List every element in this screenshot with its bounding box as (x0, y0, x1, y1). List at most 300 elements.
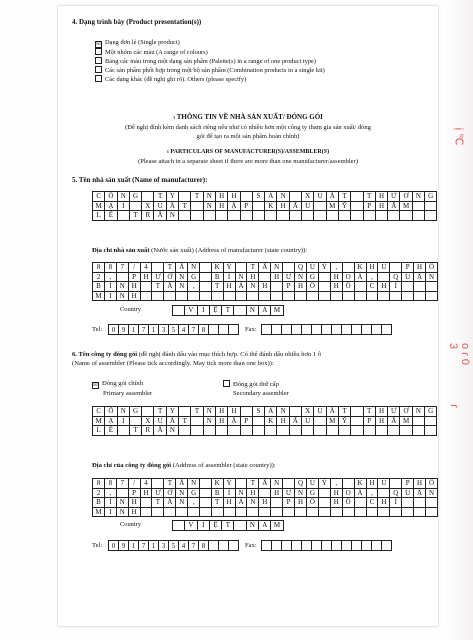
grid-cell[interactable] (289, 211, 301, 221)
grid-cell[interactable]: T (179, 201, 191, 211)
grid-cell[interactable] (247, 507, 259, 517)
grid-cell[interactable]: P (240, 416, 252, 426)
grid-cell[interactable]: 9 (119, 541, 129, 551)
grid-cell[interactable]: K (211, 263, 223, 273)
grid-cell[interactable]: Y (166, 192, 178, 202)
grid-cell[interactable]: P (402, 479, 414, 489)
grid-cell[interactable] (342, 541, 352, 551)
grid-cell[interactable] (302, 325, 312, 335)
grid-cell[interactable]: Ư (388, 192, 400, 202)
grid-cell[interactable] (426, 498, 438, 508)
grid-cell[interactable] (191, 201, 203, 211)
grid-cell[interactable]: Ỳ (223, 263, 235, 273)
grid-cell[interactable] (412, 416, 424, 426)
grid-cell[interactable] (318, 282, 330, 292)
grid-cell[interactable] (129, 201, 141, 211)
grid-cell[interactable]: , (366, 272, 378, 282)
grid-cell[interactable]: Ờ (164, 272, 176, 282)
grid-cell[interactable]: 7 (189, 541, 199, 551)
grid-cell[interactable]: N (247, 282, 259, 292)
grid-cell[interactable]: V (185, 521, 197, 531)
grid-cell[interactable]: H (247, 272, 259, 282)
grid-cell[interactable] (277, 211, 289, 221)
grid-cell[interactable]: 2 (93, 272, 105, 282)
grid-cell[interactable]: 8 (93, 479, 105, 489)
grid-cell[interactable] (271, 282, 283, 292)
grid-cell[interactable]: 4 (179, 325, 189, 335)
grid-cell[interactable]: 7 (139, 325, 149, 335)
grid-cell[interactable]: 1 (129, 541, 139, 551)
grid-cell[interactable] (265, 211, 277, 221)
grid-cell[interactable] (179, 426, 191, 436)
grid-cell[interactable] (351, 211, 363, 221)
grid-cell[interactable]: Ờ (164, 488, 176, 498)
grid-cell[interactable]: Ố (306, 282, 318, 292)
grid-cell[interactable]: Ệ (209, 306, 221, 316)
grid-cell[interactable] (116, 272, 128, 282)
grid-cell[interactable]: N (277, 192, 289, 202)
grid-cell[interactable] (152, 291, 164, 301)
grid-cell[interactable] (215, 211, 227, 221)
grid-cell[interactable]: M (400, 201, 412, 211)
grid-cell[interactable] (354, 282, 366, 292)
grid-cell[interactable] (228, 426, 240, 436)
grid-cell[interactable]: H (277, 201, 289, 211)
grid-cell[interactable]: M (271, 521, 283, 531)
grid-cell[interactable]: 0 (109, 325, 119, 335)
grid-cell[interactable]: , (366, 488, 378, 498)
grid-cell[interactable]: H (128, 282, 140, 292)
grid-cell[interactable]: N (412, 192, 424, 202)
grid-cell[interactable]: Â (164, 282, 176, 292)
grid-cell[interactable] (354, 291, 366, 301)
grid-cell[interactable]: , (104, 272, 116, 282)
grid-cell[interactable]: 5 (169, 541, 179, 551)
grid-cell[interactable]: Ậ (228, 201, 240, 211)
grid-cell[interactable]: Ì (104, 282, 116, 292)
grid-cell[interactable] (282, 541, 292, 551)
grid-cell[interactable]: H (271, 272, 283, 282)
grid-cell[interactable]: T (152, 282, 164, 292)
grid-cell[interactable]: Ì (223, 488, 235, 498)
grid-cell[interactable]: U (306, 263, 318, 273)
grid-cell[interactable] (375, 426, 387, 436)
grid-cell[interactable] (412, 211, 424, 221)
grid-cell[interactable]: H (295, 282, 307, 292)
grid-cell[interactable] (302, 541, 312, 551)
grid-cell[interactable] (390, 263, 402, 273)
grid-cell[interactable]: N (235, 488, 247, 498)
grid-cell[interactable]: X (142, 416, 154, 426)
grid-cell[interactable] (289, 192, 301, 202)
grid-cell[interactable]: K (265, 201, 277, 211)
grid-cell[interactable] (240, 426, 252, 436)
grid-cell[interactable]: 8 (199, 541, 209, 551)
grid-cell[interactable] (425, 426, 437, 436)
grid-cell[interactable]: H (378, 282, 390, 292)
grid-cell[interactable]: I (104, 507, 116, 517)
grid-cell[interactable]: O (342, 272, 354, 282)
grid-cell[interactable]: 7 (139, 541, 149, 551)
grid-cell[interactable] (200, 263, 212, 273)
grid-cell[interactable] (292, 541, 302, 551)
grid-cell[interactable]: 8 (199, 325, 209, 335)
grid-cell[interactable] (326, 426, 338, 436)
grid-cell[interactable] (235, 479, 247, 489)
grid-cell[interactable]: / (128, 479, 140, 489)
grid-cell[interactable]: T (222, 306, 234, 316)
grid-cell[interactable]: 1 (129, 325, 139, 335)
grid-cell[interactable] (152, 479, 164, 489)
grid-cell[interactable] (295, 507, 307, 517)
grid-cell[interactable]: G (306, 488, 318, 498)
grid-cell[interactable] (342, 325, 352, 335)
grid-cell[interactable] (426, 282, 438, 292)
grid-cell[interactable]: T (338, 407, 350, 417)
grid-cell[interactable] (240, 407, 252, 417)
grid-cell[interactable]: Ư (152, 488, 164, 498)
grid-cell[interactable]: T (154, 192, 166, 202)
grid-cell[interactable] (295, 291, 307, 301)
grid-cell[interactable] (366, 507, 378, 517)
grid-cell[interactable]: Ồ (342, 282, 354, 292)
grid-cell[interactable]: , (188, 282, 200, 292)
grid-cell[interactable]: X (142, 201, 154, 211)
grid-cell[interactable] (271, 291, 283, 301)
grid-cell[interactable]: N (176, 498, 188, 508)
grid-cell[interactable]: N (271, 263, 283, 273)
grid-cell[interactable]: Ạ (105, 201, 117, 211)
grid-cell[interactable]: K (211, 479, 223, 489)
grid-cell[interactable]: M (326, 416, 338, 426)
grid-cell[interactable]: R (142, 426, 154, 436)
grid-cell[interactable]: N (235, 272, 247, 282)
grid-cell[interactable] (200, 291, 212, 301)
grid-cell[interactable]: N (166, 211, 178, 221)
grid-cell[interactable] (259, 488, 271, 498)
grid-cell[interactable]: T (129, 426, 141, 436)
grid-cell[interactable]: Ẩ (289, 201, 301, 211)
grid-cell[interactable]: C (93, 192, 105, 202)
grid-cell[interactable]: T (247, 263, 259, 273)
grid-cell[interactable] (388, 211, 400, 221)
grid-cell[interactable] (322, 325, 332, 335)
grid-cell[interactable]: B (211, 488, 223, 498)
grid-cell[interactable] (211, 291, 223, 301)
grid-cell[interactable] (362, 541, 372, 551)
grid-cell[interactable]: À (354, 272, 366, 282)
grid-cell[interactable] (200, 479, 212, 489)
grid-cell[interactable]: N (116, 291, 128, 301)
grid-cell[interactable]: Â (164, 498, 176, 508)
grid-cell[interactable]: 3 (159, 541, 169, 551)
grid-cell[interactable]: Ê (105, 211, 117, 221)
grid-cell[interactable]: N (271, 479, 283, 489)
grid-cell[interactable]: Ồ (342, 498, 354, 508)
grid-cell[interactable]: H (140, 488, 152, 498)
grid-cell[interactable] (412, 426, 424, 436)
primary-assembler-checkbox[interactable]: ☒ (93, 383, 98, 388)
grid-cell[interactable]: H (414, 263, 426, 273)
grid-cell[interactable]: N (176, 272, 188, 282)
grid-cell[interactable]: Ư (283, 488, 295, 498)
grid-cell[interactable] (375, 211, 387, 221)
grid-cell[interactable] (306, 291, 318, 301)
grid-cell[interactable] (338, 426, 350, 436)
grid-cell[interactable] (247, 291, 259, 301)
grid-cell[interactable] (318, 272, 330, 282)
grid-cell[interactable] (318, 488, 330, 498)
grid-cell[interactable] (318, 291, 330, 301)
grid-cell[interactable]: S (252, 192, 264, 202)
grid-cell[interactable]: 8 (104, 263, 116, 273)
primary-assembler-option[interactable]: ☒ Đóng gói chính (93, 380, 144, 388)
grid-cell[interactable]: M (400, 416, 412, 426)
grid-cell[interactable] (326, 211, 338, 221)
grid-cell[interactable] (414, 507, 426, 517)
grid-cell[interactable]: 7 (116, 263, 128, 273)
grid-cell[interactable] (342, 291, 354, 301)
grid-cell[interactable] (342, 263, 354, 273)
grid-cell[interactable]: Í (390, 498, 402, 508)
grid-cell[interactable]: H (140, 272, 152, 282)
grid-cell[interactable]: T (154, 407, 166, 417)
grid-cell[interactable]: P (240, 201, 252, 211)
grid-cell[interactable]: N (277, 407, 289, 417)
grid-cell[interactable]: N (203, 407, 215, 417)
presentation-option[interactable] (95, 48, 325, 57)
grid-cell[interactable] (235, 291, 247, 301)
grid-cell[interactable]: Â (176, 479, 188, 489)
grid-cell[interactable] (414, 498, 426, 508)
grid-cell[interactable]: H (247, 488, 259, 498)
grid-cell[interactable]: Í (390, 282, 402, 292)
grid-cell[interactable] (426, 291, 438, 301)
presentation-option[interactable] (95, 75, 325, 84)
grid-cell[interactable]: 7 (189, 325, 199, 335)
grid-cell[interactable]: H (271, 488, 283, 498)
grid-cell[interactable] (179, 407, 191, 417)
grid-cell[interactable] (215, 426, 227, 436)
grid-cell[interactable] (314, 201, 326, 211)
grid-cell[interactable]: B (93, 282, 105, 292)
grid-cell[interactable]: I (117, 201, 129, 211)
grid-cell[interactable]: G (425, 192, 437, 202)
grid-cell[interactable]: U (306, 479, 318, 489)
grid-cell[interactable] (234, 306, 246, 316)
grid-cell[interactable]: H (375, 192, 387, 202)
grid-cell[interactable]: C (366, 498, 378, 508)
grid-cell[interactable] (283, 263, 295, 273)
grid-cell[interactable]: 4 (140, 479, 152, 489)
grid-cell[interactable] (240, 192, 252, 202)
grid-cell[interactable]: Ơ (400, 192, 412, 202)
option-checkbox[interactable] (95, 75, 102, 82)
grid-cell[interactable] (352, 541, 362, 551)
grid-cell[interactable]: N (295, 272, 307, 282)
grid-cell[interactable] (209, 325, 219, 335)
grid-cell[interactable] (223, 507, 235, 517)
grid-cell[interactable] (179, 192, 191, 202)
grid-cell[interactable]: Ư (283, 272, 295, 282)
grid-cell[interactable]: Ì (223, 272, 235, 282)
grid-cell[interactable]: N (203, 416, 215, 426)
grid-cell[interactable]: H (259, 498, 271, 508)
grid-cell[interactable]: T (222, 521, 234, 531)
grid-cell[interactable] (219, 325, 229, 335)
grid-cell[interactable] (318, 498, 330, 508)
grid-cell[interactable]: Ỹ (338, 201, 350, 211)
grid-cell[interactable]: Q (295, 479, 307, 489)
grid-cell[interactable]: Ơ (400, 407, 412, 417)
grid-cell[interactable] (152, 263, 164, 273)
grid-cell[interactable] (363, 211, 375, 221)
grid-cell[interactable]: T (152, 498, 164, 508)
grid-cell[interactable] (378, 272, 390, 282)
grid-cell[interactable]: U (402, 488, 414, 498)
grid-cell[interactable]: M (326, 201, 338, 211)
grid-cell[interactable] (283, 291, 295, 301)
grid-cell[interactable]: Â (259, 263, 271, 273)
grid-cell[interactable] (272, 325, 282, 335)
grid-cell[interactable]: A (259, 521, 271, 531)
grid-cell[interactable] (176, 507, 188, 517)
grid-cell[interactable]: H (330, 282, 342, 292)
grid-cell[interactable]: Ư (388, 407, 400, 417)
grid-cell[interactable]: N (188, 479, 200, 489)
grid-cell[interactable] (425, 201, 437, 211)
grid-cell[interactable] (191, 211, 203, 221)
grid-cell[interactable]: Q (295, 263, 307, 273)
grid-cell[interactable] (312, 541, 322, 551)
grid-cell[interactable] (342, 479, 354, 489)
grid-cell[interactable] (142, 192, 154, 202)
grid-cell[interactable]: H (223, 498, 235, 508)
presentation-option[interactable] (95, 57, 325, 66)
grid-cell[interactable]: Ố (426, 479, 438, 489)
grid-cell[interactable]: H (375, 201, 387, 211)
grid-cell[interactable]: H (330, 488, 342, 498)
grid-cell[interactable] (318, 507, 330, 517)
grid-cell[interactable]: N (203, 192, 215, 202)
grid-cell[interactable]: 8 (104, 479, 116, 489)
grid-cell[interactable] (271, 498, 283, 508)
grid-cell[interactable]: Ỹ (338, 416, 350, 426)
grid-cell[interactable] (372, 325, 382, 335)
grid-cell[interactable]: Ẩ (289, 416, 301, 426)
grid-cell[interactable] (211, 507, 223, 517)
grid-cell[interactable]: H (128, 507, 140, 517)
grid-cell[interactable]: Ô (105, 192, 117, 202)
grid-cell[interactable]: G (425, 407, 437, 417)
grid-cell[interactable]: M (93, 507, 105, 517)
grid-cell[interactable]: 1 (149, 325, 159, 335)
grid-cell[interactable] (314, 426, 326, 436)
grid-cell[interactable]: Ả (265, 407, 277, 417)
option-checkbox[interactable] (95, 48, 102, 55)
grid-cell[interactable]: H (366, 263, 378, 273)
secondary-assembler-checkbox[interactable] (223, 380, 230, 387)
grid-cell[interactable]: Ố (426, 263, 438, 273)
grid-cell[interactable]: Ấ (326, 407, 338, 417)
grid-cell[interactable]: Â (154, 426, 166, 436)
grid-cell[interactable] (388, 426, 400, 436)
grid-cell[interactable] (390, 291, 402, 301)
grid-cell[interactable]: T (211, 282, 223, 292)
grid-cell[interactable]: 7 (116, 479, 128, 489)
grid-cell[interactable] (402, 507, 414, 517)
grid-cell[interactable]: H (277, 416, 289, 426)
grid-cell[interactable] (382, 325, 392, 335)
grid-cell[interactable] (292, 325, 302, 335)
grid-cell[interactable]: M (271, 306, 283, 316)
grid-cell[interactable]: Y (166, 407, 178, 417)
grid-cell[interactable]: Ý (318, 263, 330, 273)
grid-cell[interactable]: K (265, 416, 277, 426)
grid-cell[interactable]: A (259, 306, 271, 316)
grid-cell[interactable]: T (164, 479, 176, 489)
grid-cell[interactable] (200, 498, 212, 508)
grid-cell[interactable]: I (117, 416, 129, 426)
grid-cell[interactable]: T (363, 407, 375, 417)
grid-cell[interactable]: N (176, 488, 188, 498)
grid-cell[interactable]: H (215, 192, 227, 202)
grid-cell[interactable]: V (185, 306, 197, 316)
grid-cell[interactable]: H (414, 479, 426, 489)
grid-cell[interactable]: H (375, 416, 387, 426)
grid-cell[interactable]: I (104, 291, 116, 301)
grid-cell[interactable] (262, 541, 272, 551)
grid-cell[interactable]: À (235, 282, 247, 292)
grid-cell[interactable] (129, 416, 141, 426)
grid-cell[interactable]: G (129, 407, 141, 417)
grid-cell[interactable]: H (378, 498, 390, 508)
presentation-option[interactable] (95, 66, 325, 75)
grid-cell[interactable] (209, 541, 219, 551)
grid-cell[interactable]: Q (390, 272, 402, 282)
grid-cell[interactable]: T (179, 416, 191, 426)
grid-cell[interactable] (252, 211, 264, 221)
grid-cell[interactable]: 4 (179, 541, 189, 551)
grid-cell[interactable] (351, 407, 363, 417)
grid-cell[interactable] (302, 211, 314, 221)
grid-cell[interactable]: Ậ (414, 488, 426, 498)
grid-cell[interactable]: L (93, 426, 105, 436)
grid-cell[interactable]: Ấ (166, 201, 178, 211)
grid-cell[interactable]: G (306, 272, 318, 282)
grid-cell[interactable]: M (93, 291, 105, 301)
grid-cell[interactable]: N (295, 488, 307, 498)
grid-cell[interactable] (191, 426, 203, 436)
grid-cell[interactable]: Ạ (105, 416, 117, 426)
grid-cell[interactable]: 5 (169, 325, 179, 335)
grid-cell[interactable] (425, 416, 437, 426)
grid-cell[interactable]: H (228, 192, 240, 202)
grid-cell[interactable] (271, 507, 283, 517)
grid-cell[interactable]: H (375, 407, 387, 417)
grid-cell[interactable]: B (93, 498, 105, 508)
grid-cell[interactable] (400, 426, 412, 436)
grid-cell[interactable] (282, 325, 292, 335)
grid-cell[interactable]: G (129, 192, 141, 202)
grid-cell[interactable]: S (252, 407, 264, 417)
grid-cell[interactable]: U (302, 416, 314, 426)
grid-cell[interactable]: B (211, 272, 223, 282)
grid-cell[interactable]: H (128, 498, 140, 508)
grid-cell[interactable]: U (378, 263, 390, 273)
grid-cell[interactable] (191, 416, 203, 426)
grid-cell[interactable]: P (363, 416, 375, 426)
